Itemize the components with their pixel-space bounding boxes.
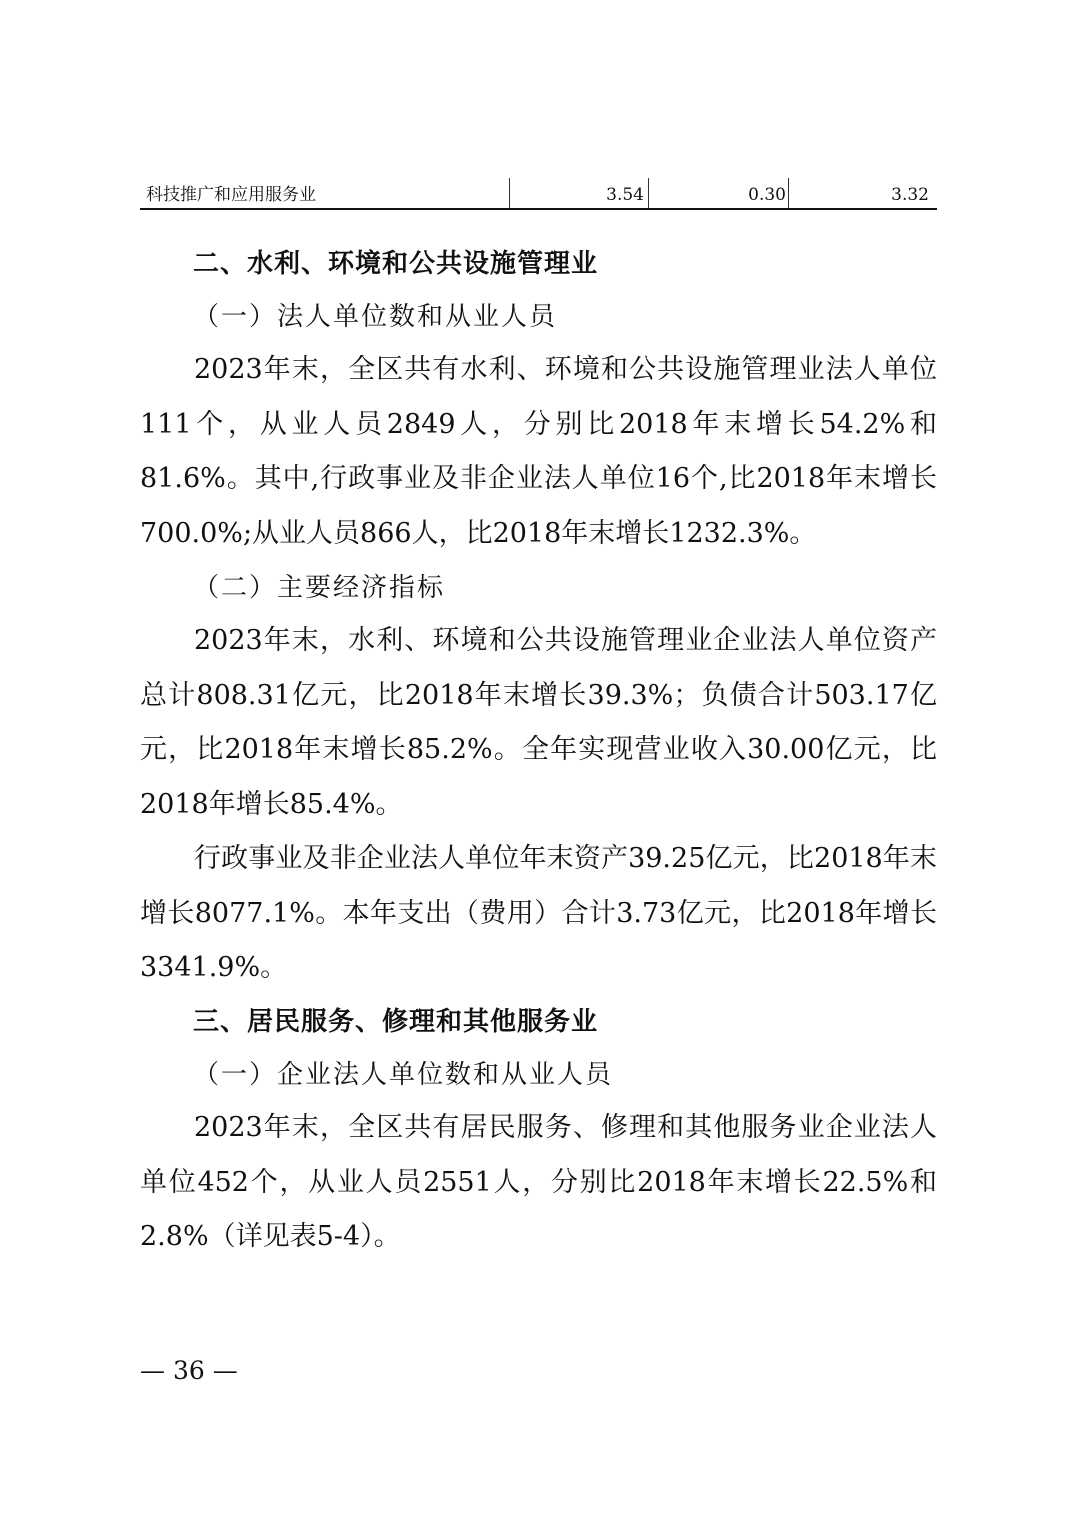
paragraph-enterprise-indicators: 2023年末，水利、环境和公共设施管理业企业法人单位资产总计808.31亿元，比2018年末增长39.3%；负债合计503.17亿元，比2018年末增长85.2%。全年实现营业收入30.00亿元，比2018年增长85.4%。: [140, 625, 937, 820]
paragraph-administrative-indicators: 行政事业及非企业法人单位年末资产39.25亿元，比2018年末增长8077.1%。本年支出（费用）合计3.73亿元，比2018年增长3341.9%。: [140, 843, 937, 983]
subheading-units-employees: （一）法人单位数和从业人员: [193, 302, 558, 332]
paragraph-resident-services-units: 2023年末，全区共有居民服务、修理和其他服务业企业法人单位452个，从业人员2551人，分别比2018年末增长22.5%和2.8%（详见表5-4）。: [140, 1112, 937, 1252]
table-cell-value-3: 3.32: [891, 185, 929, 205]
table-cell-industry: 科技推广和应用服务业: [146, 185, 316, 205]
table-cell-value-2: 0.30: [649, 178, 789, 208]
subheading-economic-indicators: （二）主要经济指标: [193, 573, 446, 603]
section-heading-water-environment: 二、水利、环境和公共设施管理业: [193, 249, 599, 279]
paragraph-units-employees: 2023年末，全区共有水利、环境和公共设施管理业法人单位111个，从业人员2849人，分别比2018年末增长54.2%和81.6%。其中,行政事业及非企业法人单位16个,比2018年末增长700.0%;从业人员866人，比2018年末增长1232.3%。: [140, 354, 937, 549]
page-number: — 36 —: [140, 1356, 238, 1385]
subheading-enterprise-units-employees: （一）企业法人单位数和从业人员: [193, 1060, 614, 1090]
section-heading-resident-services: 三、居民服务、修理和其他服务业: [193, 1007, 599, 1037]
table-cell-value-1: 3.54: [509, 178, 649, 208]
table-row: [140, 178, 937, 210]
